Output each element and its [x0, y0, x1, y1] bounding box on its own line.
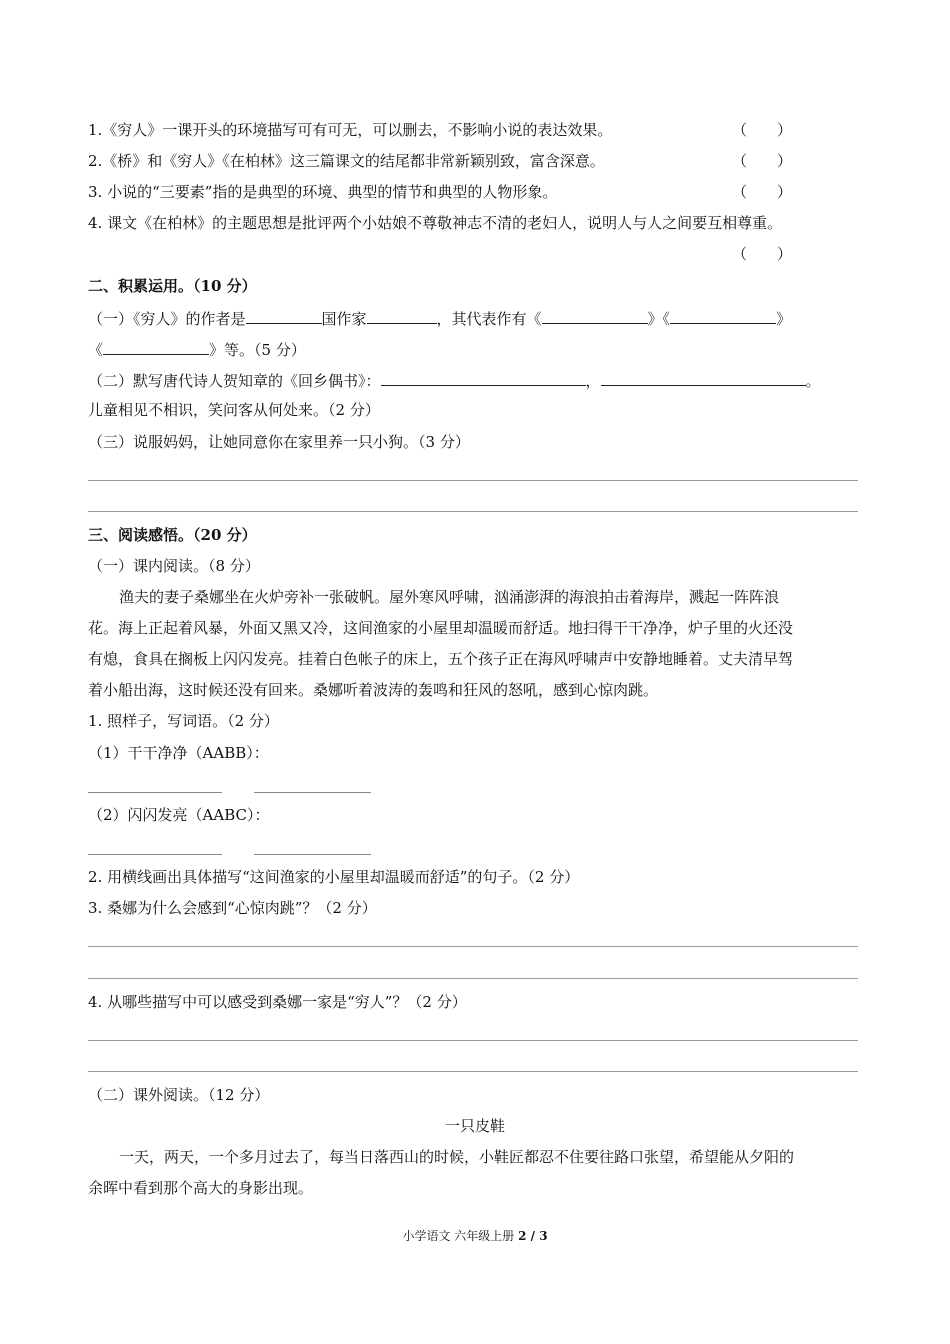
answer-paren-1[interactable]: （ ） [732, 121, 793, 139]
section3-heading: 三、阅读感悟。（20 分） [88, 526, 257, 544]
answer-paren-4[interactable]: （ ） [732, 245, 793, 263]
q2-text-a: （二）默写唐代诗人贺知章的《回乡偶书》： [88, 372, 381, 390]
poem-blank-2[interactable] [601, 369, 806, 386]
part1-q3: 3. 桑娜为什么会感到“心惊肉跳”？（2 分） [88, 899, 377, 917]
story-line: 余晖中看到那个高大的身影出现。 [88, 1179, 314, 1197]
answer-line[interactable] [88, 1071, 858, 1072]
answer-line[interactable] [88, 480, 858, 481]
passage-line: 着小船出海，这时候还没有回来。桑娜听着波涛的轰鸣和狂风的怒吼，感到心惊肉跳。 [88, 681, 659, 699]
page-number: 2 / 3 [518, 1229, 548, 1243]
q1-text-g: 》等。（5 分） [209, 341, 306, 359]
story-title: 一只皮鞋 [444, 1117, 505, 1135]
judgement-item-3: 3. 小说的“三要素”指的是典型的环境、典型的情节和典型的人物形象。 [88, 183, 558, 201]
section2-q3: （三）说服妈妈，让她同意你在家里养一只小狗。（3 分） [88, 433, 470, 451]
work-blank-2[interactable] [670, 307, 776, 324]
word-blank[interactable] [88, 854, 222, 855]
word-blank[interactable] [254, 854, 371, 855]
q1-text-f: 《 [88, 341, 104, 359]
author-blank[interactable] [246, 307, 322, 324]
poem-blank-1[interactable] [381, 369, 586, 386]
judgement-item-1: 1.《穷人》一课开头的环境描写可有可无，可以删去，不影响小说的表达效果。 [88, 121, 613, 139]
story-line: 一天，两天，一个多月过去了，每当日落西山的时候，小鞋匠都忍不住要往路口张望，希望能从夕阳的 [119, 1148, 795, 1166]
passage-line: 花。海上正起着风暴，外面又黑又冷，这间渔家的小屋里却温暖而舒适。地扫得干干净净，炉子里的火还没 [88, 619, 794, 637]
part1-q1: 1. 照样子，写词语。（2 分） [88, 712, 279, 730]
work-blank-1[interactable] [542, 307, 648, 324]
judgement-item-2: 2.《桥》和《穷人》《在柏林》这三篇课文的结尾都非常新颖别致，富含深意。 [88, 152, 605, 170]
part1-q2: 2. 用横线画出具体描写“这间渔家的小屋里却温暖而舒适”的句子。（2 分） [88, 868, 580, 886]
passage-line: 有熄，食具在搁板上闪闪发亮。挂着白色帐子的床上，五个孩子正在海风呼啸声中安静地睡着。丈夫清早驾 [88, 650, 794, 668]
passage-line: 渔夫的妻子桑娜坐在火炉旁补一张破帆。屋外寒风呼啸，汹涌澎湃的海浪拍击着海岸，溅起一阵阵浪 [119, 588, 780, 606]
word-blank[interactable] [254, 792, 371, 793]
section2-q1-line2 [88, 338, 306, 360]
part1-q1a: （1）干干净净（AABB）： [88, 744, 269, 762]
section2-q2-line2: 儿童相见不相识，笑问客从何处来。（2 分） [88, 401, 380, 419]
nationality-blank[interactable] [367, 307, 437, 324]
judgement-item-4: 4. 课文《在柏林》的主题思想是批评两个小姑娘不尊敬神志不清的老妇人，说明人与人之间要互相尊重。 [88, 214, 783, 232]
footer-text: 小学语文 六年级上册 [402, 1229, 515, 1243]
answer-paren-3[interactable]: （ ） [732, 183, 793, 201]
answer-line[interactable] [88, 1040, 858, 1041]
work-blank-3[interactable] [103, 338, 209, 355]
answer-line[interactable] [88, 946, 858, 947]
answer-line[interactable] [88, 511, 858, 512]
word-blank[interactable] [88, 792, 222, 793]
section2-heading: 二、积累运用。（10 分） [88, 277, 257, 295]
answer-line[interactable] [88, 978, 858, 979]
section2-q2-line1 [88, 369, 821, 391]
part1-title: （一）课内阅读。（8 分） [88, 557, 260, 575]
answer-paren-2[interactable]: （ ） [732, 152, 793, 170]
part1-q1b: （2）闪闪发亮（AABC）： [88, 806, 270, 824]
q1-text-c: ，其代表作有《 [436, 310, 542, 328]
q2-text-b: ， [585, 372, 601, 390]
part1-q4: 4. 从哪些描写中可以感受到桑娜一家是“穷人”？（2 分） [88, 993, 467, 1011]
q1-text-b: 国作家 [321, 310, 367, 328]
page-footer [0, 1228, 950, 1244]
part2-title: （二）课外阅读。（12 分） [88, 1086, 270, 1104]
q2-text-c: 。 [805, 372, 821, 390]
q1-text-d: 》《 [647, 310, 671, 328]
section2-q1-line1 [88, 307, 791, 329]
q1-text-a: （一）《穷人》的作者是 [88, 310, 246, 328]
q1-text-e: 》 [776, 310, 792, 328]
